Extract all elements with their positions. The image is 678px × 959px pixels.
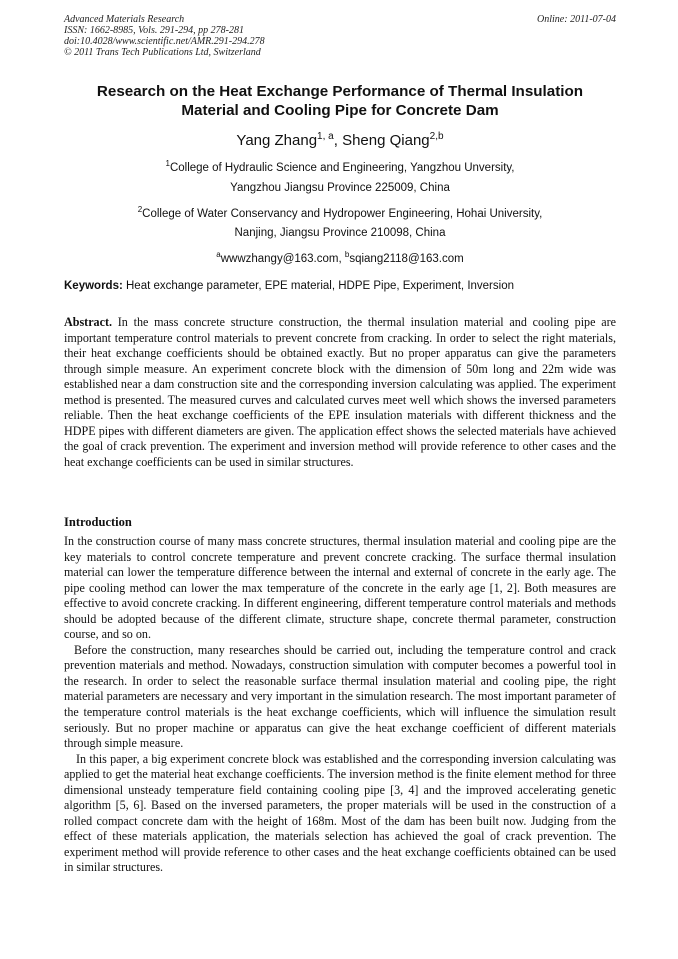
journal-doi: doi:10.4028/www.scientific.net/AMR.291-294.278: [64, 36, 265, 47]
abstract-text: In the mass concrete structure construction, the thermal insulation material and cooling pipe are important temperature control materials to prevent concrete from cracking. In order to select the right materials, their heat exchange coefficients should be obtained exactly. But no proper apparatus can give the parameters through simple measure. An experiment concrete block with the dimension of 50m long and 22m wide was established near a dam construction site and the corresponding inversion calculating was applied. The experiment method is presented. The measured curves and calculated curves meet well which shows the inversed parameters reliable. Then the heat exchange coefficients of the EPE insulation materials with different thickness and the HDPE pipes with different diameters are given. The application effect shows the selected materials have achieved the goal of crack prevention. The experiment and inversion method will provide reference to other cases and the heat exchange coefficients can be used in similar structures.: [64, 315, 616, 469]
author-superscript: 1, a: [317, 131, 334, 142]
keywords: [64, 279, 616, 293]
affiliation-line: [64, 203, 616, 221]
affiliation-superscript: 1: [165, 159, 170, 168]
paragraph: Before the construction, many researches should be carried out, including the temperature control and crack prevention materials and method. Nowadays, construction simulation with computer becomes a powerful tool in the research. In order to select the reasonable surface thermal insulation material and cooling pipe, the right material parameters are necessary and very important in the simulation research. The most important parameter of the temperature control materials is the heat exchange coefficients, which will influence the simulation result seriously. But no proper machine or apparatus can give the heat exchange coefficient of different materials through simple measure.: [64, 642, 616, 751]
author-list: [64, 128, 616, 150]
email-address: wwwzhangy@163.com,: [220, 252, 345, 265]
email-superscript: b: [344, 250, 350, 259]
keywords-text: Heat exchange parameter, EPE material, HDPE Pipe, Experiment, Inversion: [122, 280, 514, 292]
paper-title: [64, 82, 616, 120]
author-name: Sheng Qiang: [342, 132, 430, 149]
affiliation-text: College of Hydraulic Science and Engineering, Yangzhou Unversity,: [169, 161, 515, 174]
abstract-label: Abstract.: [64, 315, 113, 329]
paragraph: In this paper, a big experiment concrete block was established and the corresponding inversion calculating was applied to get the material heat exchange coefficients. The inversion method is the finite element method for three dimensional unsteady temperature field containing cooling pipe [3, 4] and the improved accelerating genetic algorithm [5, 6]. Based on the inversed parameters, the proper materials will be used in the construction of a rolled compact concrete dam with the height of 168m. Most of the dam has been built now. Judging from the effect of these materials application, the materials selection has achieved the goal of crack prevention. The experiment method will provide reference to other cases and the heat exchange coefficients obtained can be used in similar structures.: [64, 751, 616, 875]
affiliation-line: Nanjing, Jiangsu Province 210098, China: [234, 227, 446, 239]
email-superscript: a: [216, 250, 221, 259]
journal-issn: ISSN: 1662-8985, Vols. 291-294, pp 278-281: [64, 25, 244, 36]
title-line-2: Material and Cooling Pipe for Concrete Dam: [181, 102, 499, 119]
email-address: sqiang2118@163.com: [349, 252, 464, 265]
author-name: Yang Zhang: [236, 132, 318, 149]
abstract: [64, 315, 616, 470]
affiliation-line: [64, 157, 616, 175]
journal-header: [64, 14, 616, 58]
paragraph: In the construction course of many mass concrete structures, thermal insulation material and cooling pipe are the key materials to control concrete temperature and prevent concrete cracking. The surface thermal insulation material can lower the temperature difference between the internal and external of concrete in the early age. The pipe cooling method can lower the max temperature of the concrete in the early age [1, 2]. Both measures are effective to avoid concrete cracking. In different engineering, different temperature control materials and methods should be adopted because of the different climate, structure shape, concrete thermal parameter, construction course, and so on.: [64, 534, 616, 642]
author-superscript: 2,b: [429, 131, 444, 142]
affiliation-line: Yangzhou Jiangsu Province 225009, China: [230, 182, 450, 194]
affiliation-text: College of Water Conservancy and Hydropower Engineering, Hohai University,: [142, 207, 543, 220]
section-heading: Introduction: [64, 515, 132, 529]
online-date: Online: 2011-07-04: [537, 14, 616, 25]
keywords-label: Keywords:: [64, 280, 123, 292]
journal-copyright: © 2011 Trans Tech Publications Ltd, Switzerland: [64, 47, 261, 58]
title-line-1: Research on the Heat Exchange Performance of Thermal Insulation: [96, 83, 584, 100]
journal-name: Advanced Materials Research: [64, 14, 185, 25]
author-separator: ,: [333, 132, 343, 149]
affiliation-superscript: 2: [137, 205, 143, 214]
email-line: [64, 248, 616, 266]
introduction-body: [64, 534, 616, 876]
